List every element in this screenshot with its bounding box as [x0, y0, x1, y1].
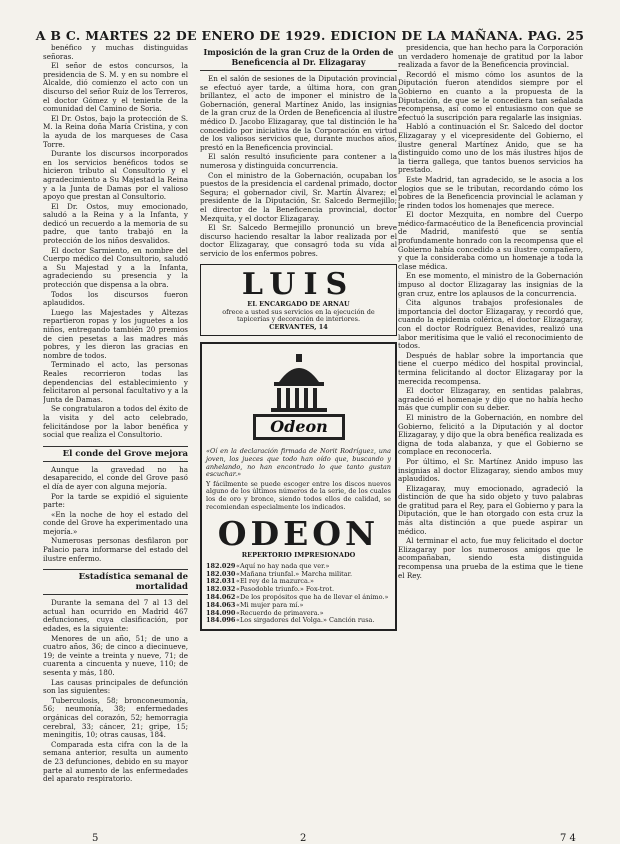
- odeon-brand: ODEON: [217, 514, 380, 554]
- paragraph: Durante la semana del 7 al 13 del actual han ocurrido en Madrid 467 defunciones, cuya clasificación, por edades, es la siguiente:: [43, 598, 188, 634]
- paragraph: Habló a continuación el Sr. Salcedo del doctor Elizagaray y el vicepresidente del Gobierno, el ilustre general Martínez Anido, que se ha distinguido como uno de los más ilustres hijos de la tierra gallega, que tantos buenos servicios ha prestado.: [398, 122, 583, 175]
- paragraph: El doctor Mezquita, en nombre del Cuerpo médico-farmacéutico de la Beneficencia provincial de Madrid, manifestó que se sentía profundamente honrado con la recompensa que el Gobierno había concedido a su ilustre compañero, y que la consideraba como un homenaje a toda la clase médica.: [398, 210, 583, 271]
- odeon-quote: «Oí en la declaración firmada de Norit Rodríguez, una joven, los jueces que todo han oído que, buscando y anhelando, no han encontrado lo que tanto gustan escuchar.»: [206, 447, 391, 479]
- record-title: «Mi mujer para mí.»: [236, 600, 304, 609]
- paragraph: El doctor Sarmiento, en nombre del Cuerpo médico del Consultorio, saludó a Su Majestad y a la Infanta, agradeciendo su presencia y la protección que dispensa a la obra.: [43, 245, 188, 290]
- odeon-temple-logo-icon: [249, 352, 349, 444]
- paragraph: Con el ministro de la Gobernación, ocupaban los puestos de la presidencia el cardenal primado, doctor Segura; el gobernador civil, Sr. Martín Álvarez; el presidente de la Diputación, Sr. Salcedo Bermejillo; el director de la Beneficencia provincial, doctor Mezquita, y el doctor Elizagaray.: [200, 170, 397, 223]
- paragraph: Al terminar el acto, fue muy felicitado el doctor Elizagaray por los numerosos amigos que le acompañaban, siendo esta distinguida recompensa una prueba de la estima que le tiene el Rey.: [398, 536, 583, 580]
- record-title: «Pasodoble triunfo.» Fox-trot.: [236, 585, 335, 594]
- paragraph: Cita algunos trabajos profesionales de importancia del doctor Elizagaray, y recordó que, cuando la epidemia colérica, el doctor Elizagaray, con el doctor Rodríguez Benavides, realizó una labor meritísima que le valió el reconocimiento de todos.: [398, 298, 583, 351]
- record-number: 182.031: [206, 577, 236, 586]
- paragraph: «En la noche de hoy el estado del conde del Grove ha experimentado una mejoría.»: [43, 509, 188, 536]
- record-number: 182.029: [206, 561, 236, 570]
- paragraph: Numerosas personas desfilaron por Palacio para informarse del estado del ilustre enfermo.: [43, 536, 188, 563]
- paragraph: Por la tarde se expidió el siguiente parte:: [43, 491, 188, 510]
- ad-luis-line2: ofrece a usted sus servicios en la ejecución de tapicerías y decoración de interiores.: [222, 307, 375, 324]
- footer-mark-right: 7 4: [560, 833, 576, 844]
- paragraph: El Dr. Ostos, bajo la protección de S. M. la Reina doña María Cristina, y con la ayuda de los marqueses de Casa Torre.: [43, 113, 188, 149]
- paragraph: Por último, el Sr. Martínez Anido impuso las insignias al doctor Elizagaray, siendo ambos muy aplaudidos.: [398, 456, 583, 484]
- record-row: [206, 617, 391, 625]
- article-mortality-text: [43, 599, 188, 783]
- section-title-mortality: Estadística semanal de mortalidad: [43, 569, 188, 595]
- record-number: 184.090: [206, 608, 236, 617]
- paragraph: Elizagaray, muy emocionado, agradeció la distinción de que ha sido objeto y tuvo palabras de gratitud para el Rey, para el Gobierno y para la Diputación, que le han otorgado con esta cruz la más alta distinción a que puede aspirar un médico.: [398, 483, 583, 536]
- page-header: A B C. MARTES 22 DE ENERO DE 1929. EDICION DE LA MAÑANA. PAG. 25: [35, 28, 585, 43]
- record-title: «De los propósitos que ha de llevar el ánimo.»: [236, 593, 389, 601]
- record-number: 184.063: [206, 600, 236, 609]
- paragraph: Tuberculosis, 58; bronconeumonía, 56; neumonía, 38; enfermedades orgánicas del corazón, 52; hemorragia cerebral, 33; cáncer, 21; gripe, 15; meningitis, 10; otras causas, 184.: [43, 695, 188, 740]
- paragraph: En el salón de sesiones de la Diputación provincial se efectuó ayer tarde, a última hora, con gran brillantez, el acto de imponer el ministro de la Gobernación, general Martínez Anido, las insignias de la gran cruz de la Orden de Beneficencia al ilustre médico D. Jacobo Elizagaray, que tal distinción le ha concedido por iniciativa de la Corporación en virtud de los valiosos servicios que, durante muchos años, prestó en la Beneficencia provincial.: [200, 74, 397, 152]
- record-title: «Los sirgadores del Volga.» Canción rusa.: [236, 616, 375, 625]
- record-number: 184.062: [206, 593, 236, 601]
- paragraph: Recordó el mismo cómo los asuntos de la Diputación fueron atendidos siempre por el Gobierno en cuanto a la propuesta de la Diputación, de que se le concediera tan señalada recompensa, así como el entusiasmo con que se efectuó la suscripción para regalarle las insignias.: [398, 69, 583, 122]
- paragraph: El ministro de la Gobernación, en nombre del Gobierno, felicitó a la Diputación y al doctor Elizagaray, y dijo que la obra benéfica realizada es digna de toda alabanza, y que el Gobierno se complace en reconocerla.: [398, 412, 583, 457]
- odeon-record-list: [206, 563, 391, 625]
- column-1: [43, 44, 188, 824]
- paragraph: Las causas principales de defunción son las siguientes:: [43, 677, 188, 696]
- section-title-grove: El conde del Grove mejora: [43, 446, 188, 462]
- record-title: «Recuerdo de primavera.»: [236, 608, 324, 617]
- article-grove-text: [43, 466, 188, 564]
- record-title: «Mañana triunfal.» Marcha militar.: [236, 569, 353, 578]
- paragraph: El Sr. Salcedo Bermejillo pronunció un breve discurso haciendo resaltar la labor realizada por el doctor Elizagaray, que consagró toda su vida al servicio de los enfermos pobres.: [200, 223, 397, 258]
- paragraph: El doctor Elizagaray, en sentidas palabras, agradeció el homenaje y dijo que no había hecho más que cumplir con su deber.: [398, 386, 583, 413]
- paragraph: El Dr. Ostos, muy emocionado, saludó a la Reina y a la Infanta, y dedicó un recuerdo a la memoria de su padre, que tanto trabajó en la protección de los niños desvalidos.: [43, 201, 188, 246]
- odeon-description: Y fácilmente se puede escoger entre los discos nuevos alguno de los últimos números de la serie, de los cuales los de oro y bronce, siendo todos ellos de calidad, se recomiendan especialmente los indicados.: [206, 479, 391, 511]
- article-elizagaray-text: [200, 75, 397, 258]
- paragraph: Comparada esta cifra con la de la semana anterior, resulta un aumento de 23 defunciones, debido en su mayor parte al aumento de las enfermedades del aparato respiratorio.: [43, 739, 188, 784]
- paragraph: presidencia, que han hecho para la Corporación un verdadero homenaje de gratitud por la labor realizada a favor de la Beneficencia provincial.: [398, 44, 583, 70]
- paragraph: Todos los discursos fueron aplaudidos.: [43, 289, 188, 308]
- ad-odeon: [200, 342, 397, 631]
- paragraph: Aunque la gravedad no ha desaparecido, el conde del Grove pasó el día de ayer con alguna mejoría.: [43, 464, 188, 491]
- ad-luis: [200, 264, 397, 336]
- odeon-logo-text: Odeon: [269, 417, 328, 437]
- paragraph: Después de hablar sobre la importancia que tiene el cuerpo médico del hospital provincial, termina felicitando al doctor Elizagaray por la merecida recompensa.: [398, 350, 583, 386]
- record-number: 184.096: [206, 616, 236, 625]
- paragraph: El salón resultó insuficiente para contener a la numerosa y distinguida concurrencia.: [200, 152, 397, 170]
- article-charity-text: [43, 44, 188, 440]
- paragraph: Terminado el acto, las personas Reales recorrieron todas las dependencias del establecimiento y felicitaron al personal facultativo y a la Junta de Damas.: [43, 360, 188, 404]
- footer-mark-mid: 2: [300, 833, 307, 844]
- paragraph: El señor de estos concursos, la presidencia de S. M. y en su nombre el Alcalde, dió comienzo el acto con un discurso del señor Ruiz de los Terreros, el doctor Gómez y el teniente de la comunidad del Camino de Soria.: [43, 61, 188, 114]
- paragraph: En ese momento, el ministro de la Gobernación impuso al doctor Elizagaray las insignias de la gran cruz, entre los aplausos de la concurrencia.: [398, 271, 583, 298]
- paragraph: benéfico y muchas distinguidas señoras.: [43, 44, 188, 61]
- paragraph: Durante los discursos incorporados en los servicios benéficos todos se hicieron tributo al Consultorio y el agradecimiento a Su Majestad la Reina y a la Junta de Damas por el valioso apoyo que prestan al Consultorio.: [43, 149, 188, 202]
- article-elizagaray-continued: [398, 44, 583, 580]
- footer-mark-left: 5: [92, 833, 99, 844]
- paragraph: Se congratularon a todos del éxito de la visita y del acto celebrado, felicitándose por la labor benéfica y social que realiza el Consultorio.: [43, 404, 188, 440]
- column-2: [200, 44, 397, 834]
- record-title: «El rey de la mazurca.»: [236, 577, 314, 586]
- article-title-elizagaray: Imposición de la gran Cruz de la Orden de Beneficencia al Dr. Elizagaray: [200, 44, 397, 71]
- record-number: 182.030: [206, 569, 236, 578]
- ad-luis-address: CERVANTES, 14: [269, 322, 328, 331]
- record-title: «Aquí no hay nada que ver.»: [236, 561, 330, 570]
- paragraph: Menores de un año, 51; de uno a cuatro años, 36; de cinco a diecinueve, 19; de veinte a treinta y nueve, 71; de cuarenta a cincuenta y nueve, 110; de sesenta y más, 180.: [43, 633, 188, 677]
- odeon-subtitle: REPERTORIO IMPRESIONADO: [241, 551, 356, 560]
- record-number: 182.032: [206, 585, 236, 594]
- paragraph: Este Madrid, tan agradecido, se le asocia a los elogios que se le tributan, recordando cómo los pobres de la Beneficencia provincial le aclaman y le rinden todos los homenajes que merece.: [398, 174, 583, 210]
- paragraph: Luego las Majestades y Altezas repartieron ropas y los juguetes a los niños, entregando también 20 premios de cien pesetas a las madres más pobres, y les dieron las gracias en nombre de todos.: [43, 307, 188, 360]
- ad-luis-line1: EL ENCARGADO DE ARNAU: [247, 300, 350, 309]
- column-3: [398, 44, 583, 834]
- ad-luis-name: LUIS: [241, 267, 356, 303]
